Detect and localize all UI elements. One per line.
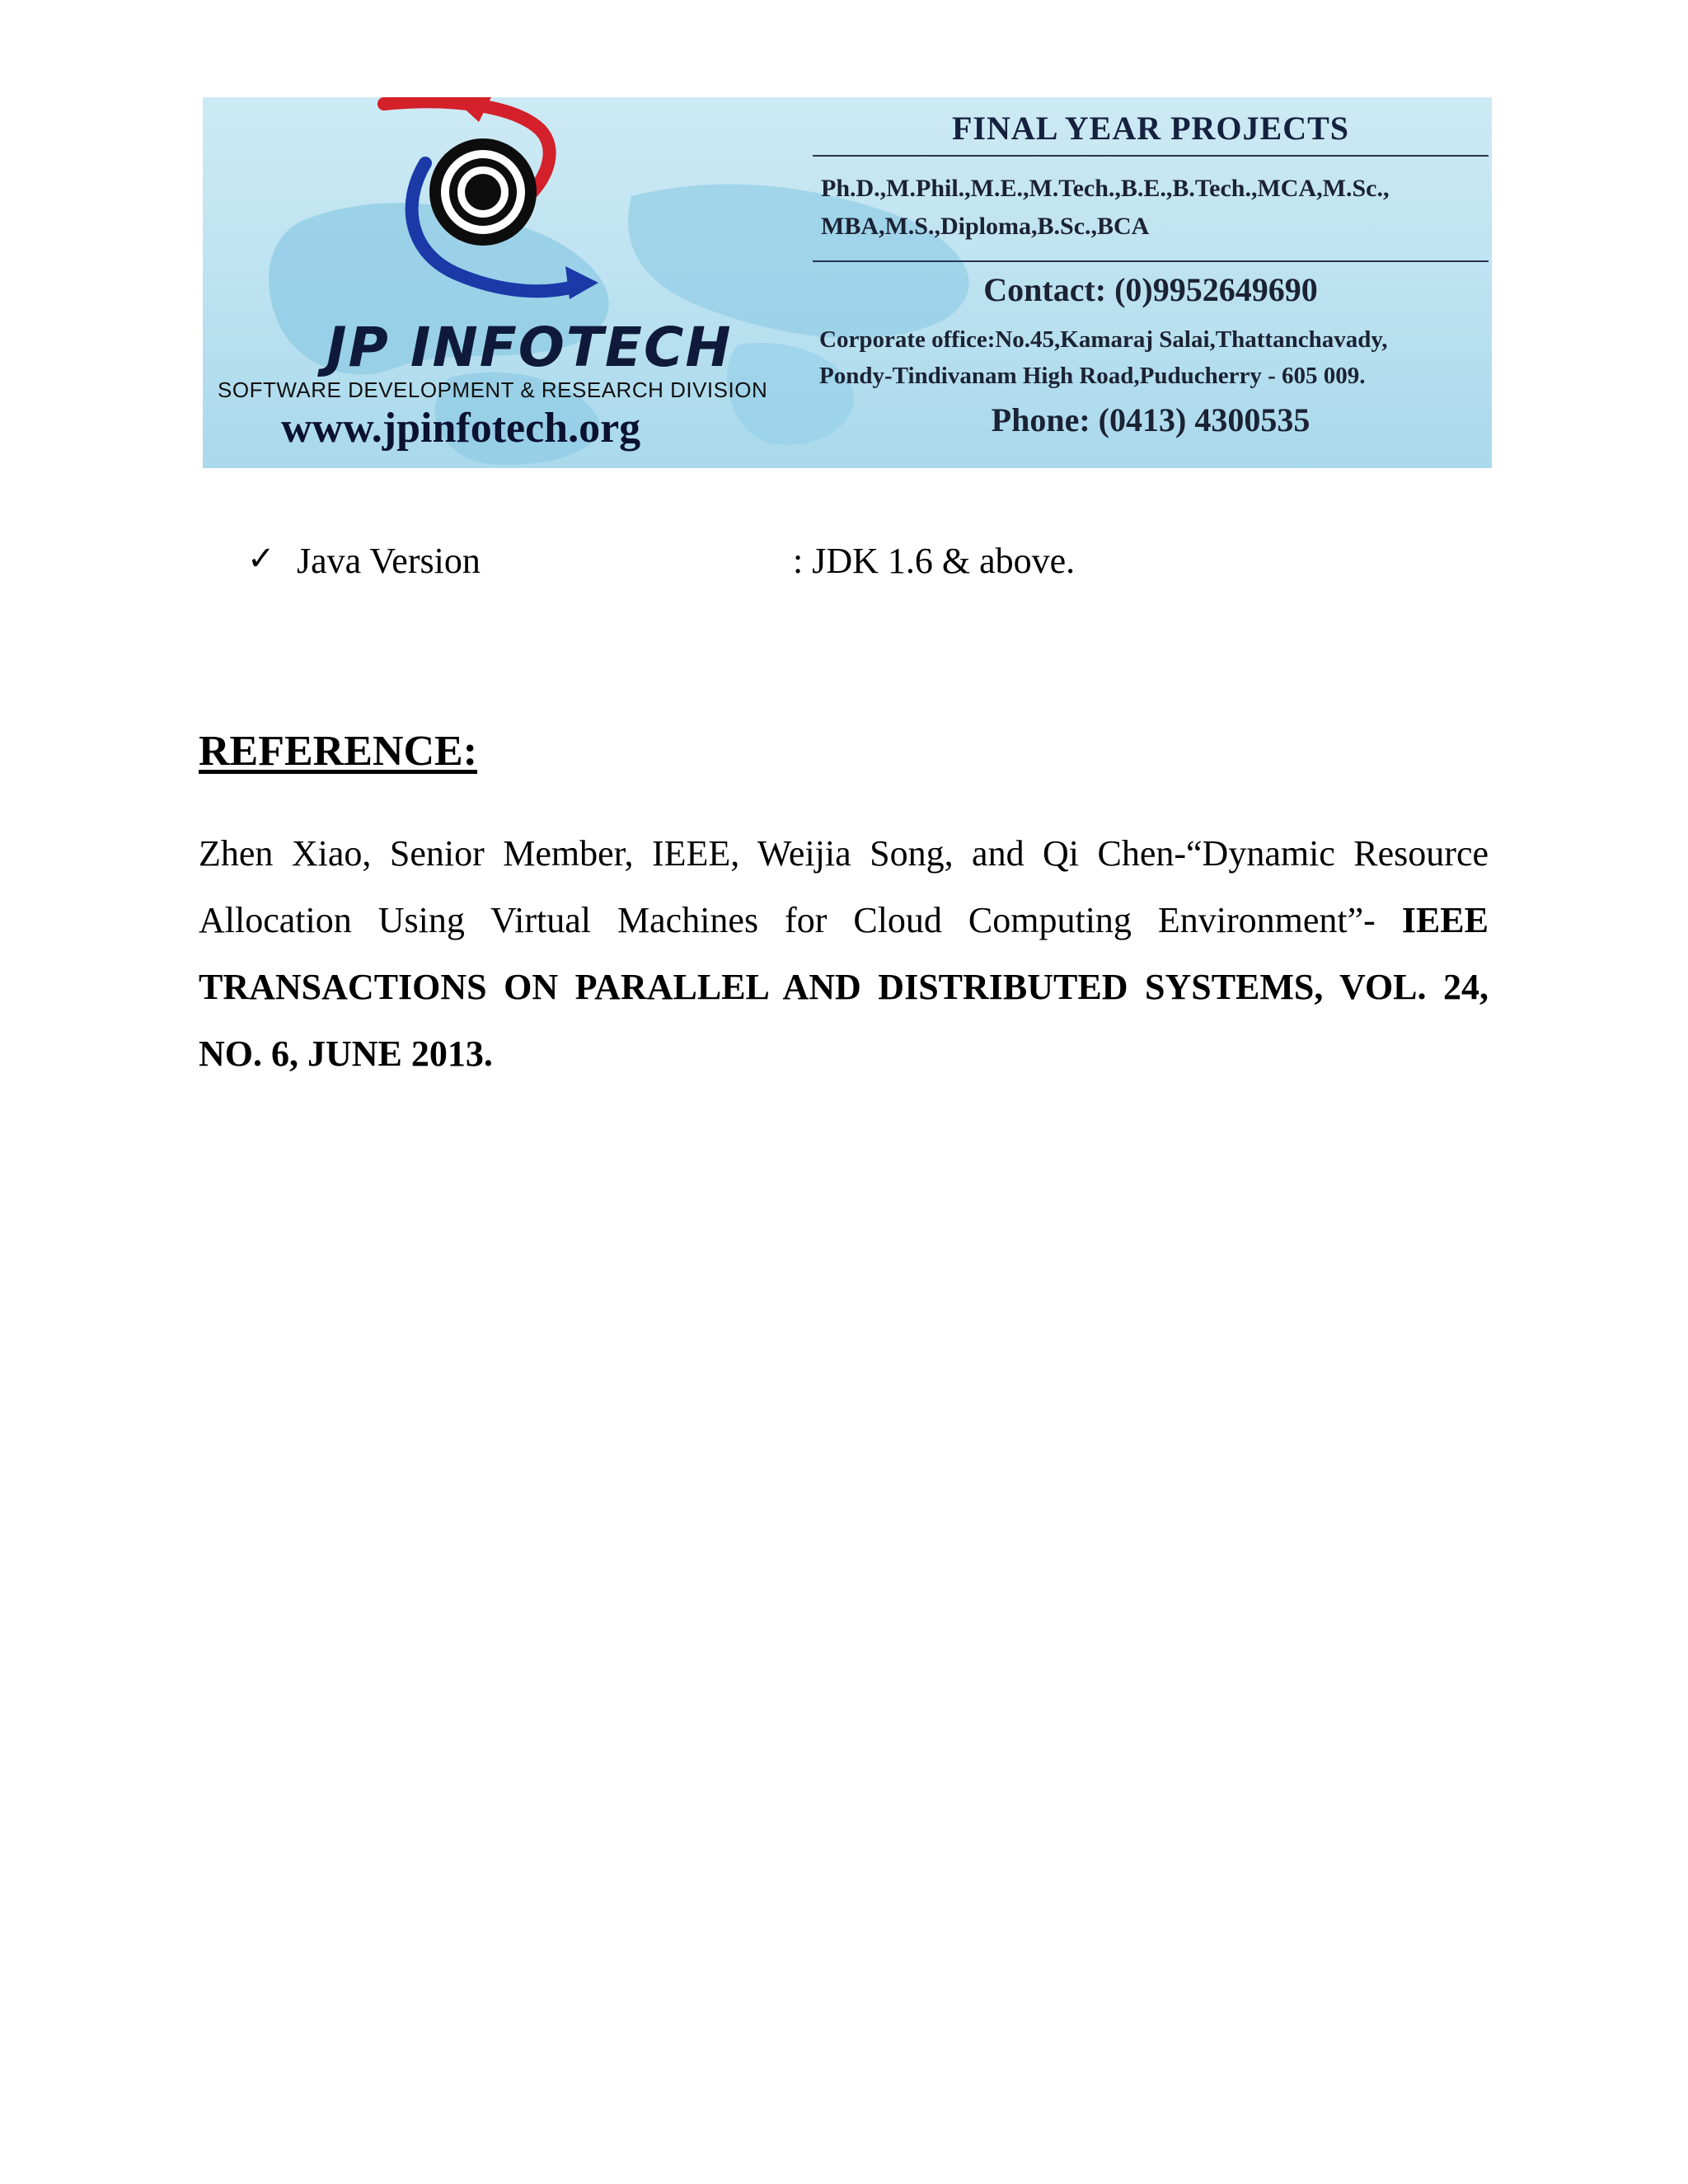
website-link[interactable]: www.jpinfotech.org [281,405,641,452]
office-line-1: Corporate office:No.45,Kamaraj Salai,Thattanchavady, [819,326,1388,353]
banner-info-panel [813,97,1489,468]
requirement-label: Java Version [297,541,481,581]
degrees-line-1: Ph.D.,M.Phil.,M.E.,M.Tech.,B.E.,B.Tech.,MCA,M.Sc., [821,175,1390,202]
citation-journal: IEEE TRANSACTIONS ON PARALLEL AND DISTRIBUTED SYSTEMS, VOL. 24, NO. 6, JUNE 2013. [199,900,1489,1074]
brand-name: JP INFOTECH [326,316,733,379]
reference-citation [199,820,1489,1087]
degrees-line-2: MBA,M.S.,Diploma,B.Sc.,BCA [821,213,1150,240]
divider [813,155,1489,157]
division-tagline: SOFTWARE DEVELOPMENT & RESEARCH DIVISION [218,377,768,402]
header-banner [203,97,1492,468]
checkmark-icon: ✓ [247,540,275,578]
banner-heading: FINAL YEAR PROJECTS [951,110,1350,147]
divider [813,260,1489,262]
office-address [819,321,1489,394]
degrees-list [821,170,1489,246]
logo-eye-icon [326,97,681,312]
phone-number: Phone: (0413) 4300535 [991,401,1311,438]
citation-authors-title: Zhen Xiao, Senior Member, IEEE, Weijia Song, and Qi Chen-“Dynamic Resource Allocation Using Virtual Machines for Cloud Computing Environment”- [199,833,1489,940]
reference-heading: REFERENCE: [199,728,478,775]
contact-number: Contact: (0)9952649690 [983,271,1318,308]
requirement-value: : JDK 1.6 & above. [793,541,1076,581]
office-line-2: Pondy-Tindivanam High Road,Puducherry - 605 009. [819,363,1366,389]
